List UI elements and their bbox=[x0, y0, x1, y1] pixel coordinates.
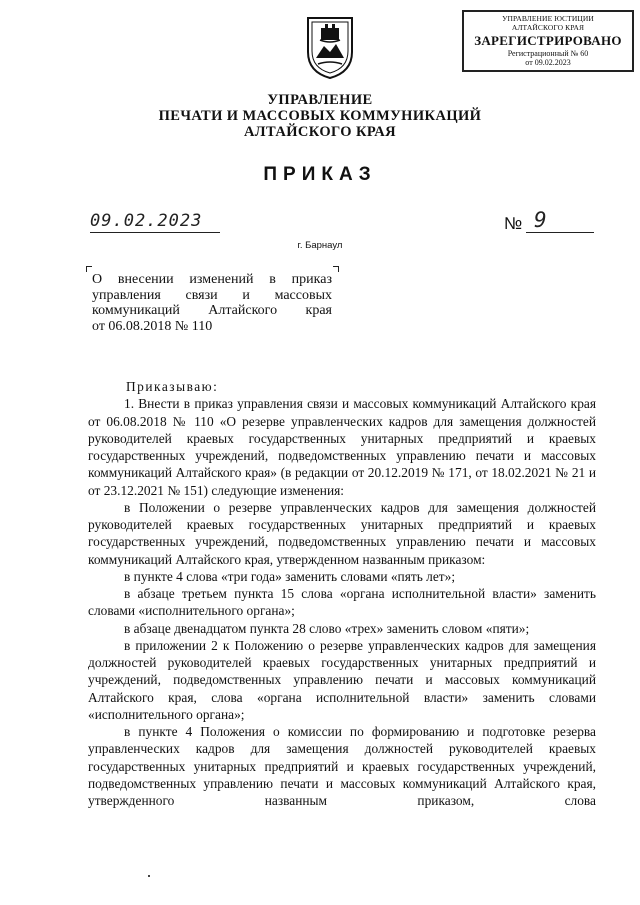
paragraph-4: в абзаце третьем пункта 15 слова «органа исполнительной власти» заменить словами «исполнительного органа»; bbox=[88, 586, 596, 619]
document-date-value: 09.02.2023 bbox=[90, 211, 203, 231]
subject-line-4: от 06.08.2018 № 110 bbox=[92, 318, 213, 334]
paragraph-2: в Положении о резерве управленческих кадров для замещения должностей руководителей краевых государственных унитарных предприятий и краевых государственных учреждений, подведомственных управлению печати и массовых коммуникаций Алтайского края, утвержденном названным приказом: bbox=[88, 499, 596, 567]
paragraph-5: в абзаце двенадцатом пункта 28 слово «трех» заменить словом «пяти»; bbox=[124, 620, 530, 636]
paragraph-3: в пункте 4 слова «три года» заменить словами «пять лет»; bbox=[124, 568, 456, 584]
order-intro: Приказываю: bbox=[126, 379, 219, 394]
org-line-1: УПРАВЛЕНИЕ bbox=[267, 92, 373, 108]
stamp-org-line-1: УПРАВЛЕНИЕ ЮСТИЦИИ bbox=[502, 14, 594, 23]
subject-line-2: управления связи и массовых bbox=[92, 287, 332, 303]
document-date bbox=[90, 210, 220, 233]
document-subject bbox=[92, 272, 332, 334]
stamp-reg-number: Регистрационный № 60 bbox=[507, 49, 589, 58]
document-number-value: 9 bbox=[534, 208, 547, 232]
registration-stamp bbox=[462, 10, 634, 72]
organization-name bbox=[0, 92, 640, 140]
number-label: № bbox=[504, 214, 523, 233]
document-type: ПРИКАЗ bbox=[263, 164, 377, 185]
page-speck bbox=[148, 875, 150, 877]
city: г. Барнаул bbox=[297, 240, 343, 251]
subject-bracket-right bbox=[333, 266, 339, 272]
paragraph-6: в приложении 2 к Положению о резерве управленческих кадров для замещения должностей руководителей краевых государственных унитарных предприятий и учреждений, подведомственных управлению печати и массовых коммуникаций Алтайского края, слова «органа исполнительной власти» заменить словами «исполнительного органа»; bbox=[88, 637, 596, 722]
paragraph-7: в пункте 4 Положения о комиссии по формированию и подготовке резерва управленческих кадров для замещения должностей руководителей краевых государственных унитарных предприятий и краевых государственных учреждений, подведомственных управлению печати и массовых коммуникаций Алтайского края, утвержденного названным приказом, слова bbox=[88, 724, 596, 808]
stamp-org-line-2: АЛТАЙСКОГО КРАЯ bbox=[511, 22, 585, 32]
org-line-2: ПЕЧАТИ И МАССОВЫХ КОММУНИКАЦИЙ bbox=[158, 108, 482, 124]
paragraph-1: 1. Внести в приказ управления связи и массовых коммуникаций Алтайского края от 06.08.2018 № 110 «О резерве управленческих кадров для замещения должностей руководителей краевых государственных унитарных предприятий и краевых государственных учреждений, подведомственных управлению печати и массовых коммуникаций Алтайского края» (в редакции от 20.12.2019 № 171, от 18.02.2021 № 21 и от 23.12.2021 № 151) следующие изменения: bbox=[88, 396, 596, 498]
subject-line-3: коммуникаций Алтайского края bbox=[92, 303, 332, 318]
stamp-status: ЗАРЕГИСТРИРОВАНО bbox=[474, 33, 622, 48]
stamp-reg-date: от 09.02.2023 bbox=[525, 58, 571, 67]
subject-line-1: О внесении изменений в приказ bbox=[92, 272, 332, 287]
org-line-3: АЛТАЙСКОГО КРАЯ bbox=[243, 124, 397, 140]
coat-of-arms-emblem bbox=[304, 14, 356, 80]
document-body bbox=[88, 378, 596, 809]
document-number bbox=[526, 210, 594, 233]
